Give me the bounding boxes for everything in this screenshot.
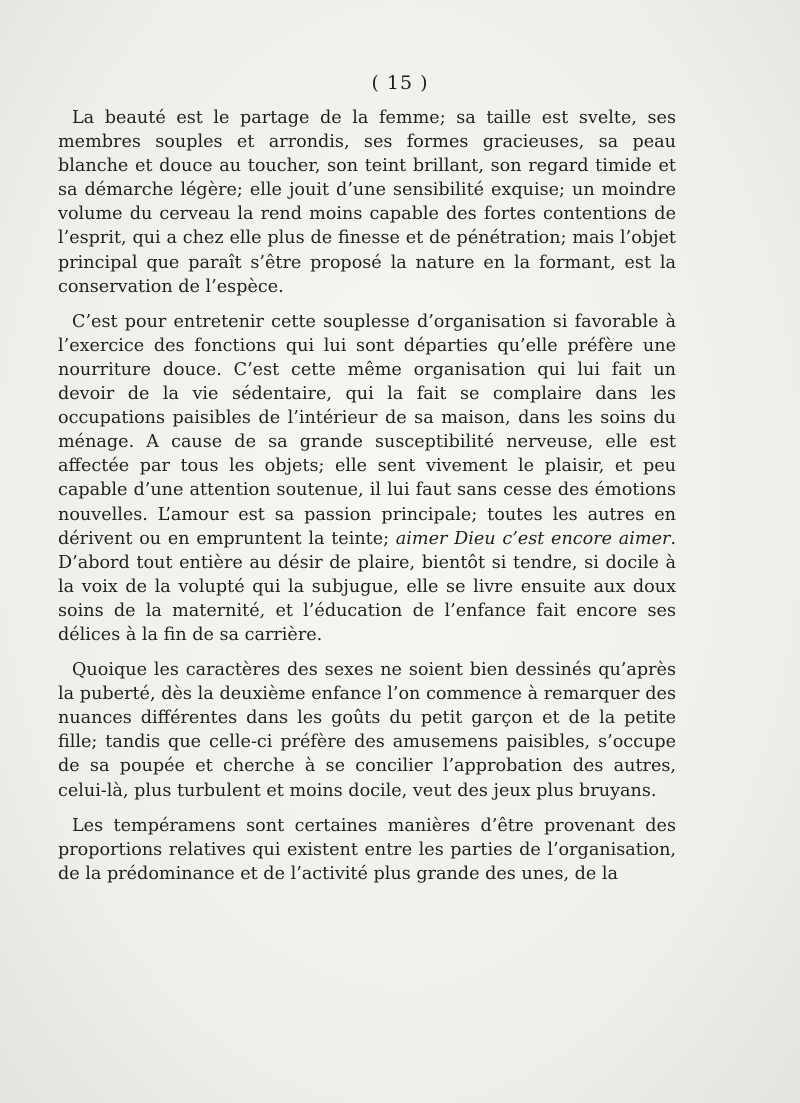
body-text: [58, 106, 676, 886]
italic-quote: aimer Dieu c’est encore aimer: [395, 528, 671, 549]
paragraph-4: [58, 814, 676, 886]
paragraph-1: [58, 106, 676, 299]
page-number: ( 15 ): [371, 72, 429, 94]
paragraph-3: [58, 658, 676, 803]
text-segment: . D’abord tout entière au désir de plaire, bientôt si tendre, si docile à la voix de la volupté qui la subjugue, elle se livre ensuite aux doux soins de la maternité, et l’éducation de l’enfance fait encore ses délices à la fin de sa carrière.: [58, 528, 676, 645]
text-segment: Quoique les caractères des sexes ne soient bien dessinés qu’après la puberté, dès la deuxième enfance l’on commence à remarquer des nuances différentes dans les goûts du petit garçon et de la petite fille; tandis que celle-ci préfère des amusemens paisibles, s’occupe de sa poupée et cherche à se concilier l’approbation des autres, celui-là, plus turbulent et moins docile, veut des jeux plus bruyans.: [58, 660, 676, 801]
text-segment: C’est pour entretenir cette souplesse d’organisation si favorable à l’exercice des fonctions qui lui sont départies qu’elle préfère une nourriture douce. C’est cette même organisation qui lui fait un devoir de la vie sédentaire, qui la fait se complaire dans les occupations paisibles de l’intérieur de sa maison, dans les soins du ménage. A cause de sa grande susceptibilité nerveuse, elle est affectée par tous les objets; elle sent vivement le plaisir, et peu capable d’une attention soutenue, il lui faut sans cesse des émotions nouvelles. L’amour est sa passion principale; toutes les autres en dérivent ou en empruntent la teinte;: [58, 311, 676, 549]
paragraph-2: [58, 310, 676, 647]
text-segment: Les tempéramens sont certaines manières d’être provenant des proportions relatives qui existent entre les parties de l’organisation, de la prédominance et de l’activité plus grande des unes, de la: [58, 815, 676, 884]
text-segment: La beauté est le partage de la femme; sa taille est svelte, ses membres souples et arrondis, ses formes gracieuses, sa peau blanche et douce au toucher, son teint brillant, son regard timide et sa démarche légère; elle jouit d’une sensibilité exquise; un moindre volume du cerveau la rend moins capable des fortes contentions de l’esprit, qui a chez elle plus de finesse et de pénétration; mais l’objet principal que paraît s’être proposé la nature en la formant, est la conservation de l’espèce.: [58, 108, 676, 297]
